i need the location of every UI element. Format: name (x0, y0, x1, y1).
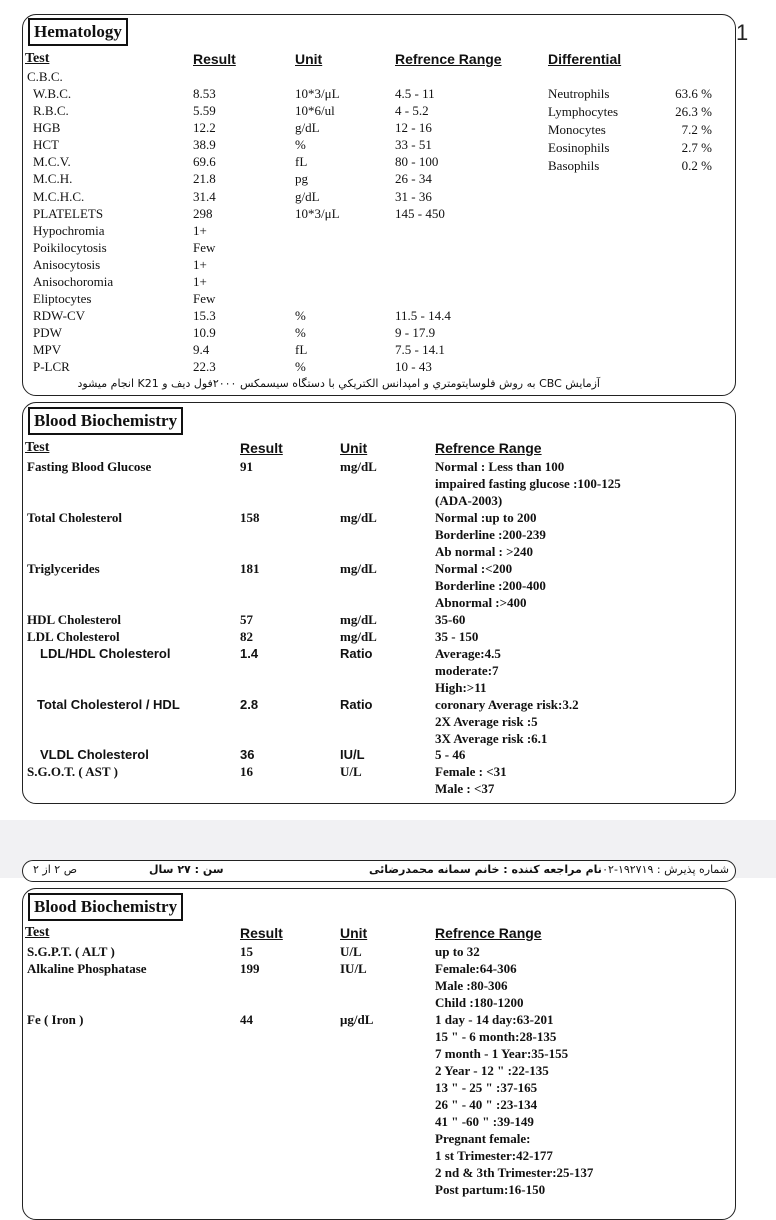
reference-range-line: Post partum:16-150 (435, 1182, 546, 1197)
test-result: 1.4 (240, 646, 259, 661)
bio1-header-result: Result (240, 440, 283, 456)
hema-result: 31.4 (193, 189, 216, 204)
reference-range-line: Average:4.5 (435, 646, 501, 661)
test-unit: Ratio (340, 697, 373, 712)
test-name: HDL Cholesterol (27, 612, 122, 627)
reference-range-line: Pregnant female: (435, 1131, 531, 1146)
hema-result: 9.4 (193, 342, 210, 357)
hema-test-name: PDW (33, 325, 62, 340)
hema-test-name: Hypochromia (33, 223, 105, 238)
hema-test-name: M.C.V. (33, 154, 71, 169)
hema-result: 298 (193, 206, 213, 221)
patient-name: نام مراجعه كننده : خانم سمانه محمدرضائی (369, 863, 602, 876)
differential-value: 7.2 % (681, 122, 712, 137)
hema-result: 10.9 (193, 325, 216, 340)
hema-result: Few (193, 240, 216, 255)
reference-range-line: High:>11 (435, 680, 487, 695)
hema-unit: fL (295, 342, 308, 357)
test-name: Triglycerides (27, 561, 100, 576)
reference-range-line: 41 " -60 " :39-149 (435, 1114, 534, 1129)
reference-range-line: 1 day - 14 day:63-201 (435, 1012, 554, 1027)
hema-header-unit: Unit (295, 51, 323, 67)
test-result: 36 (240, 747, 255, 762)
hema-result: 1+ (193, 223, 207, 238)
hema-test-name: M.C.H. (33, 171, 73, 186)
test-name: S.G.P.T. ( ALT ) (27, 944, 115, 959)
test-name: Alkaline Phosphatase (27, 961, 147, 976)
test-result: 82 (240, 629, 253, 644)
hema-test-name: Anisocytosis (33, 257, 101, 272)
differential-value: 26.3 % (675, 104, 712, 119)
differential-name: Monocytes (548, 122, 606, 137)
hema-unit: g/dL (295, 189, 320, 204)
test-unit: IU/L (340, 747, 365, 762)
reference-range-line: impaired fasting glucose :100-125 (435, 476, 621, 491)
test-result: 2.8 (240, 697, 259, 712)
hema-test-name: W.B.C. (33, 86, 72, 101)
hema-test-name: R.B.C. (33, 103, 69, 118)
test-name: S.G.O.T. ( AST ) (27, 764, 118, 779)
hema-test-name: MPV (33, 342, 62, 357)
test-unit: μg/dL (340, 1012, 374, 1027)
hema-test-name: HCT (33, 137, 59, 152)
hema-range: 4 - 5.2 (395, 103, 429, 118)
reference-range-line: Borderline :200-239 (435, 527, 546, 542)
reference-range-line: 2 Year - 12 " :22-135 (435, 1063, 549, 1078)
test-result: 44 (240, 1012, 253, 1027)
hema-unit: fL (295, 154, 308, 169)
hema-result: 12.2 (193, 120, 216, 135)
reception-number: شماره پذیرش : ۱۹۲۷۱۹-۰۲ (602, 863, 729, 876)
test-unit: Ratio (340, 646, 373, 661)
hema-result: 5.59 (193, 103, 216, 118)
test-result: 158 (240, 510, 260, 525)
hema-test-name: HGB (33, 120, 61, 135)
hema-unit: 10*6/ul (295, 103, 335, 118)
test-result: 15 (240, 944, 253, 959)
reference-range-line: (ADA-2003) (435, 493, 503, 508)
bio2-header-range: Refrence Range (435, 925, 542, 941)
reference-range-line: coronary Average risk:3.2 (435, 697, 579, 712)
test-name: Fe ( Iron ) (27, 1012, 84, 1027)
hema-range: 145 - 450 (395, 206, 445, 221)
reference-range-line: moderate:7 (435, 663, 499, 678)
hema-unit: % (295, 325, 306, 340)
hema-header-result: Result (193, 51, 236, 67)
differential-value: 0.2 % (681, 158, 712, 173)
test-name: VLDL Cholesterol (40, 747, 149, 762)
hema-section-cbc: C.B.C. (27, 69, 63, 84)
differential-value: 2.7 % (681, 140, 712, 155)
differential-name: Eosinophils (548, 140, 610, 155)
hema-test-name: Eliptocytes (33, 291, 92, 306)
differential-name: Basophils (548, 158, 600, 173)
hema-range: 7.5 - 14.1 (395, 342, 445, 357)
bio2-header-unit: Unit (340, 925, 368, 941)
hema-range: 11.5 - 14.4 (395, 308, 451, 323)
reference-range-line: Normal :<200 (435, 561, 513, 576)
test-unit: mg/dL (340, 629, 377, 644)
hema-unit: % (295, 137, 306, 152)
hema-unit: % (295, 359, 306, 374)
reference-range-line: Abnormal :>400 (435, 595, 527, 610)
reference-range-line: 7 month - 1 Year:35-155 (435, 1046, 569, 1061)
hema-range: 31 - 36 (395, 189, 432, 204)
hema-result: 1+ (193, 257, 207, 272)
hema-test-name: P-LCR (33, 359, 70, 374)
hema-test-name: RDW-CV (33, 308, 85, 323)
reference-range-line: Male :80-306 (435, 978, 508, 993)
reference-range-line: 13 " - 25 " :37-165 (435, 1080, 538, 1095)
biochem-title-1: Blood Biochemistry (28, 407, 183, 435)
reference-range-line: 3X Average risk :6.1 (435, 731, 548, 746)
hema-test-name: Anisochoromia (33, 274, 114, 289)
reference-range-line: 35-60 (435, 612, 466, 627)
reference-range-line: Child :180-1200 (435, 995, 524, 1010)
hema-test-name: M.C.H.C. (33, 189, 85, 204)
hema-header-range: Refrence Range (395, 51, 502, 67)
hema-range: 26 - 34 (395, 171, 432, 186)
test-name: Fasting Blood Glucose (27, 459, 152, 474)
patient-age: سن : ۲۷ سال (149, 863, 224, 876)
reference-range-line: 1 st Trimester:42-177 (435, 1148, 553, 1163)
test-unit: mg/dL (340, 459, 377, 474)
page2-header (22, 860, 736, 882)
hematology-panel (22, 14, 736, 396)
page-of: ص ۲ از ۲ (33, 863, 78, 876)
test-name: Total Cholesterol (27, 510, 122, 525)
differential-name: Lymphocytes (548, 104, 619, 119)
hema-unit: g/dL (295, 120, 320, 135)
hema-result: 8.53 (193, 86, 216, 101)
test-name: LDL Cholesterol (27, 629, 120, 644)
test-result: 181 (240, 561, 260, 576)
page-number: 1 (736, 20, 749, 45)
reference-range-line: Normal :up to 200 (435, 510, 537, 525)
hema-result: 21.8 (193, 171, 216, 186)
hema-range: 9 - 17.9 (395, 325, 436, 340)
reference-range-line: up to 32 (435, 944, 480, 959)
test-name: Total Cholesterol / HDL (37, 697, 180, 712)
test-result: 199 (240, 961, 260, 976)
hema-result: 15.3 (193, 308, 216, 323)
bio2-header-result: Result (240, 925, 283, 941)
reference-range-line: Female:64-306 (435, 961, 517, 976)
reference-range-line: 26 " - 40 " :23-134 (435, 1097, 538, 1112)
test-result: 16 (240, 764, 253, 779)
hema-header-differential: Differential (548, 51, 622, 67)
reference-range-line: Borderline :200-400 (435, 578, 546, 593)
hema-result: Few (193, 291, 216, 306)
test-unit: mg/dL (340, 510, 377, 525)
test-result: 91 (240, 459, 253, 474)
differential-value: 63.6 % (675, 86, 712, 101)
reference-range-line: Female : <31 (435, 764, 507, 779)
reference-range-line: 35 - 150 (435, 629, 479, 644)
reference-range-line: Ab normal : >240 (435, 544, 534, 559)
differential-name: Neutrophils (548, 86, 610, 101)
hema-range: 33 - 51 (395, 137, 432, 152)
test-result: 57 (240, 612, 253, 627)
hema-result: 69.6 (193, 154, 216, 169)
hema-result: 38.9 (193, 137, 216, 152)
hema-method-note: آزمایش CBC به روش فلوسایتومتري و امپدانس الكتريكي با دستگاه سيسمكس ۲۰۰۰فول ديف و K21 انجام ميشود (77, 377, 600, 390)
hema-range: 80 - 100 (395, 154, 439, 169)
reference-range-line: 5 - 46 (435, 747, 466, 762)
reference-range-line: 15 " - 6 month:28-135 (435, 1029, 557, 1044)
reference-range-line: 2 nd & 3th Trimester:25-137 (435, 1165, 594, 1180)
hema-unit: 10*3/μL (295, 86, 340, 101)
biochem-title-2: Blood Biochemistry (28, 893, 183, 921)
test-unit: U/L (340, 764, 362, 779)
hema-header-test: Test (25, 51, 50, 66)
hema-result: 1+ (193, 274, 207, 289)
reference-range-line: 2X Average risk :5 (435, 714, 538, 729)
bio1-header-range: Refrence Range (435, 440, 542, 456)
hema-test-name: Poikilocytosis (33, 240, 107, 255)
reference-range-line: Male : <37 (435, 781, 495, 796)
test-name: LDL/HDL Cholesterol (40, 646, 171, 661)
hema-range: 4.5 - 11 (395, 86, 435, 101)
bio1-header-test: Test (25, 440, 50, 455)
test-unit: mg/dL (340, 561, 377, 576)
hema-range: 12 - 16 (395, 120, 432, 135)
hematology-title: Hematology (28, 18, 128, 46)
hema-unit: pg (295, 171, 308, 186)
hema-range: 10 - 43 (395, 359, 432, 374)
hema-unit: 10*3/μL (295, 206, 340, 221)
bio1-header-unit: Unit (340, 440, 368, 456)
hema-test-name: PLATELETS (33, 206, 104, 221)
test-unit: U/L (340, 944, 362, 959)
biochem-panel-2 (22, 888, 736, 1220)
hema-result: 22.3 (193, 359, 216, 374)
bio2-header-test: Test (25, 925, 50, 940)
test-unit: IU/L (340, 961, 367, 976)
hema-unit: % (295, 308, 306, 323)
test-unit: mg/dL (340, 612, 377, 627)
reference-range-line: Normal : Less than 100 (435, 459, 565, 474)
